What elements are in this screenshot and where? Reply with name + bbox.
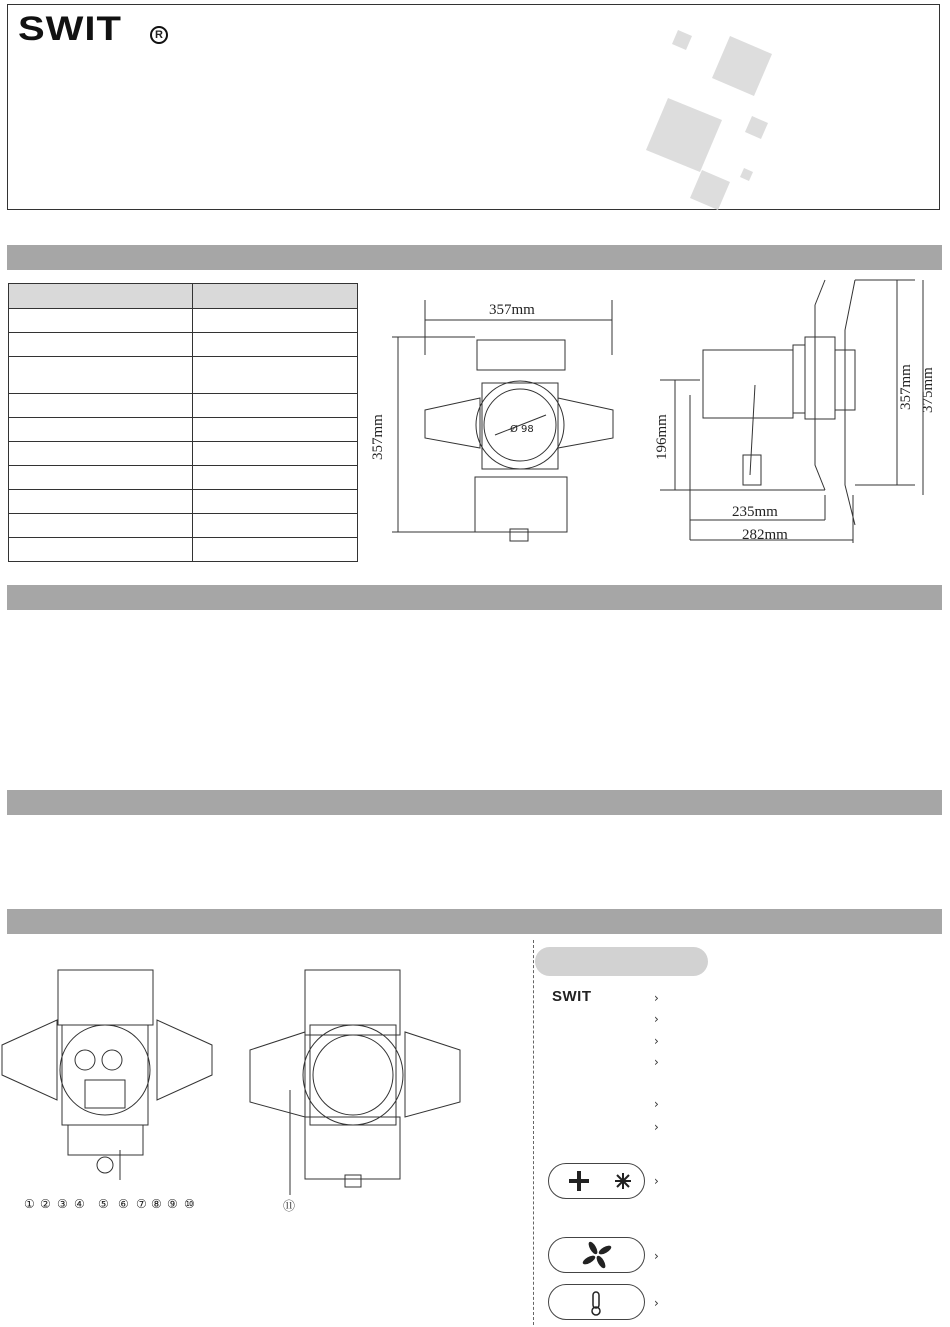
front-dimension-drawing [370, 285, 630, 550]
callout-6: ⑥ [118, 1197, 129, 1211]
callout-7: ⑦ [136, 1197, 147, 1211]
callout-3: ③ [57, 1197, 68, 1211]
product-back-view [0, 965, 220, 1195]
brand-logo: SWIT [18, 10, 122, 48]
section-bar-1 [7, 245, 942, 270]
fan-auto-icon [549, 1164, 644, 1198]
callout-4: ④ [74, 1197, 85, 1211]
side-dimension-drawing [655, 275, 940, 550]
vertical-divider [533, 940, 534, 1325]
thermometer-icon [549, 1285, 644, 1319]
callout-11: ⑪ [283, 1199, 296, 1213]
dim-stand-height: 196mm [654, 414, 670, 460]
fan-icon-box [548, 1237, 645, 1273]
section-pill [535, 947, 708, 976]
callout-10: ⑩ [184, 1197, 195, 1211]
callout-1: ① [24, 1197, 35, 1211]
temperature-icon-box [548, 1284, 645, 1320]
section-bar-2 [7, 585, 942, 610]
feature-chevron-7: › [654, 1174, 659, 1188]
feature-chevron-2: › [654, 1012, 659, 1026]
dim-depth-inner: 235mm [732, 504, 778, 520]
dim-side-height-outer: 375mm [920, 367, 936, 413]
dim-side-height-inner: 357mm [898, 364, 914, 410]
dim-lens-diameter: Ø 98 [510, 424, 534, 435]
feature-chevron-5: › [654, 1097, 659, 1111]
header-box [7, 4, 940, 210]
section-bar-4 [7, 909, 942, 934]
registered-mark: R [150, 26, 168, 44]
feature-chevron-3: › [654, 1034, 659, 1048]
dim-depth-outer: 282mm [742, 527, 788, 543]
feature-chevron-6: › [654, 1120, 659, 1134]
swit-small-logo: SWIT [552, 988, 592, 1005]
decorative-squares [640, 20, 800, 215]
feature-chevron-1: › [654, 991, 659, 1005]
dim-front-width: 357mm [489, 302, 535, 318]
callout-2: ② [40, 1197, 51, 1211]
dim-front-height: 357mm [370, 414, 386, 460]
fan-mode-icon-box [548, 1163, 645, 1199]
product-front-view [245, 965, 465, 1195]
section-bar-3 [7, 790, 942, 815]
fan-icon [549, 1238, 644, 1272]
feature-chevron-9: › [654, 1296, 659, 1310]
callout-5: ⑤ [98, 1197, 109, 1211]
feature-chevron-4: › [654, 1055, 659, 1069]
callout-9: ⑨ [167, 1197, 178, 1211]
spec-table [8, 283, 358, 562]
callout-8: ⑧ [151, 1197, 162, 1211]
feature-chevron-8: › [654, 1249, 659, 1263]
